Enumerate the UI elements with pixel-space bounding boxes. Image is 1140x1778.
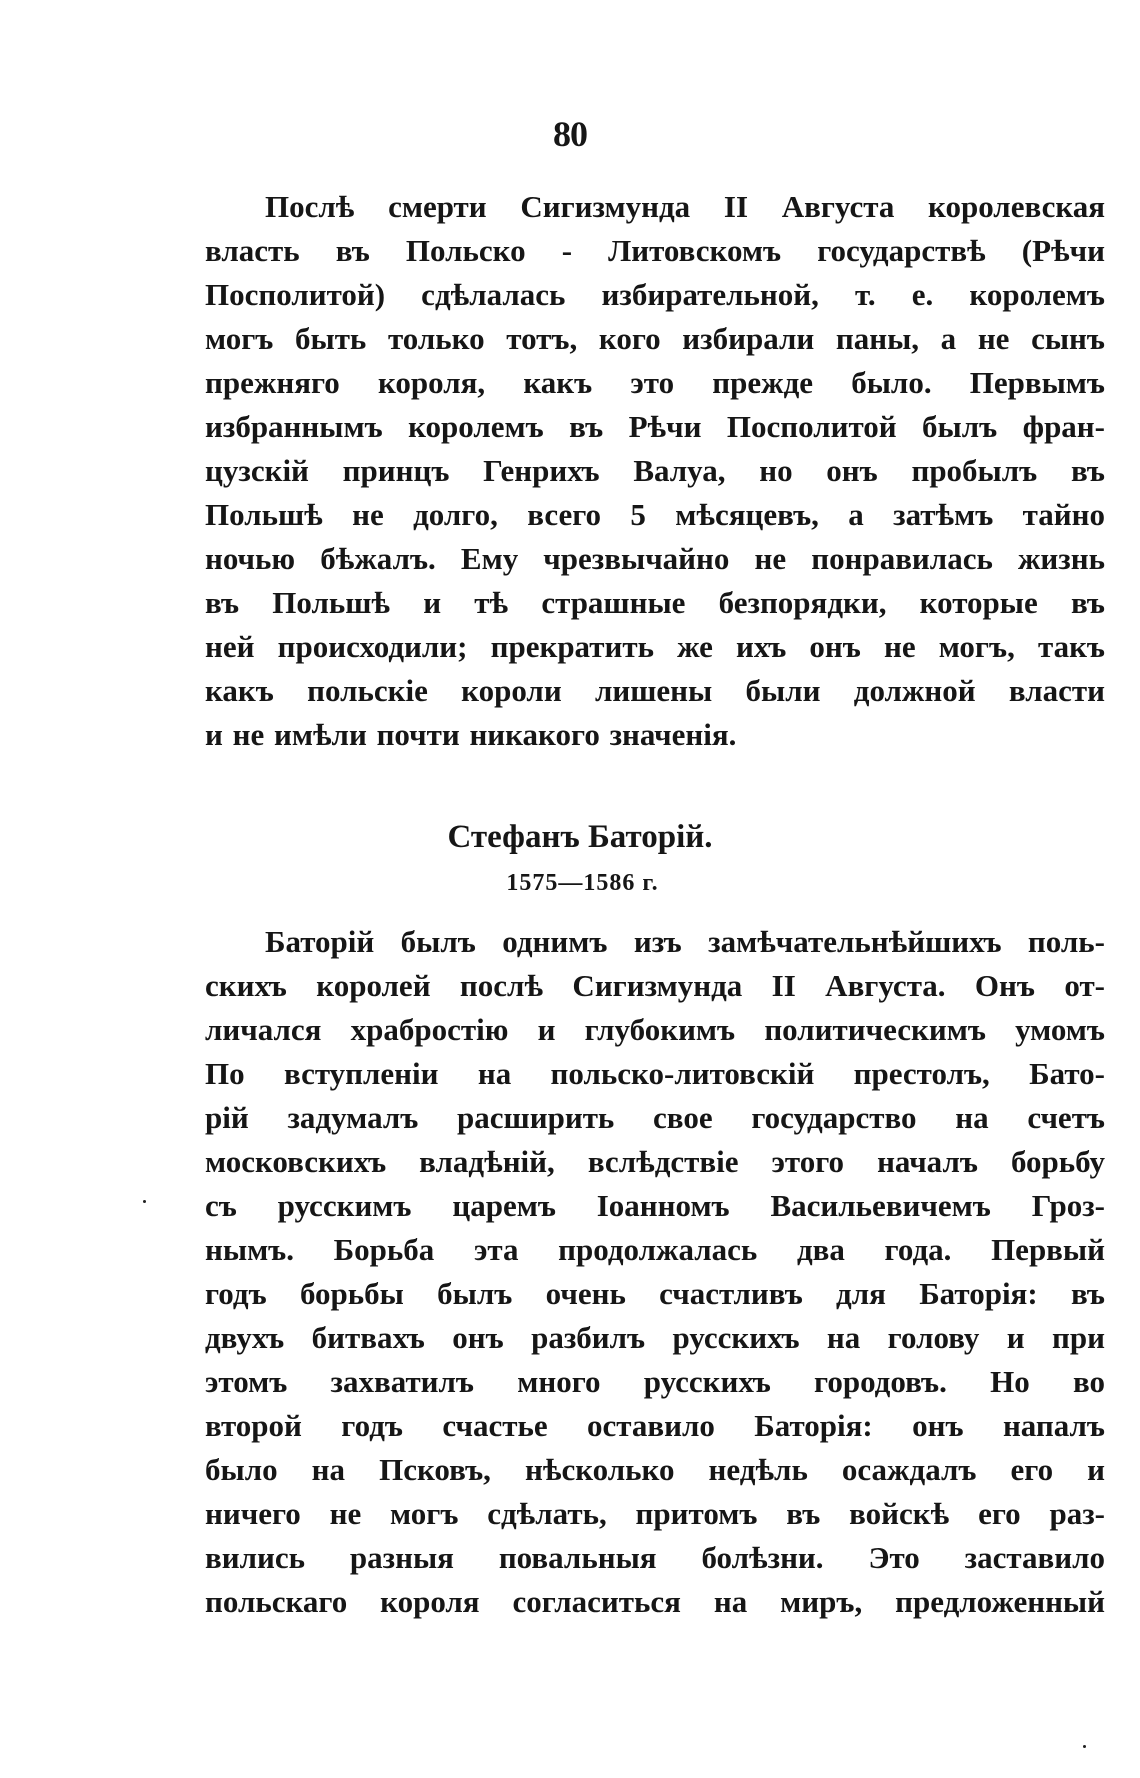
text-line: Посполитой) сдѣлалась избирательной, т. е. королемъ [205,277,1105,312]
text-line: и не имѣли почти никакого значенія. [205,717,737,752]
paragraph-succession [205,185,1105,757]
text-line: въ Польшѣ и тѣ страшные безпорядки, которые въ [205,585,1105,620]
text-line: рій задумалъ расширить свое государство на счетъ [205,1100,1105,1135]
text-line: второй годъ счастье оставило Баторія: онъ напалъ [205,1408,1105,1443]
section-heading: Стефанъ Баторій. [447,819,713,855]
text-line: ночью бѣжалъ. Ему чрезвычайно не понравилась жизнь [205,541,1105,576]
text-line: скихъ королей послѣ Сигизмунда II Августа. Онъ от- [205,968,1105,1003]
print-speck [143,1200,146,1203]
print-speck [1083,1745,1086,1748]
text-line: съ русскимъ царемъ Іоанномъ Васильевичемъ Гроз- [205,1188,1105,1223]
text-line: цузскій принцъ Генрихъ Валуа, но онъ пробылъ въ [205,453,1105,488]
paragraph-batory [205,920,1105,1624]
text-line: ничего не могъ сдѣлать, притомъ въ войскѣ его раз- [205,1496,1105,1531]
text-line: польскаго короля согласиться на миръ, предложенный [205,1584,1105,1619]
text-line: Послѣ смерти Сигизмунда II Августа королевская [265,189,1105,224]
text-line: власть въ Польско - Литовскомъ государствѣ (Рѣчи [205,233,1105,268]
text-line: могъ быть только тотъ, кого избирали паны, а не сынъ [205,321,1105,356]
text-line: По вступленіи на польско-литовскій престолъ, Бато- [205,1056,1105,1091]
text-line: ней происходили; прекратить же ихъ онъ не могъ, такъ [205,629,1105,664]
section-dates: 1575—1586 г. [506,870,659,896]
text-line: вились разныя повальныя болѣзни. Это заставило [205,1540,1105,1575]
text-line: какъ польскіе короли лишены были должной власти [205,673,1105,708]
text-line: избраннымъ королемъ въ Рѣчи Посполитой былъ фран- [205,409,1105,444]
text-line: личался храбростію и глубокимъ политическимъ умомъ [205,1012,1105,1047]
text-line: Польшѣ не долго, всего 5 мѣсяцевъ, а затѣмъ тайно [205,497,1105,532]
text-line: двухъ битвахъ онъ разбилъ русскихъ на голову и при [205,1320,1105,1355]
page-number: 80 [553,114,587,154]
text-line: прежняго короля, какъ это прежде было. Первымъ [205,365,1105,400]
text-line: было на Псковъ, нѣсколько недѣль осаждалъ его и [205,1452,1105,1487]
text-line: московскихъ владѣній, вслѣдствіе этого началъ борьбу [205,1144,1105,1179]
text-line: нымъ. Борьба эта продолжалась два года. Первый [205,1232,1105,1267]
text-line: Баторій былъ однимъ изъ замѣчательнѣйшихъ поль- [265,924,1105,959]
text-line: этомъ захватилъ много русскихъ городовъ. Но во [205,1364,1105,1399]
text-line: годъ борьбы былъ очень счастливъ для Баторія: въ [205,1276,1105,1311]
